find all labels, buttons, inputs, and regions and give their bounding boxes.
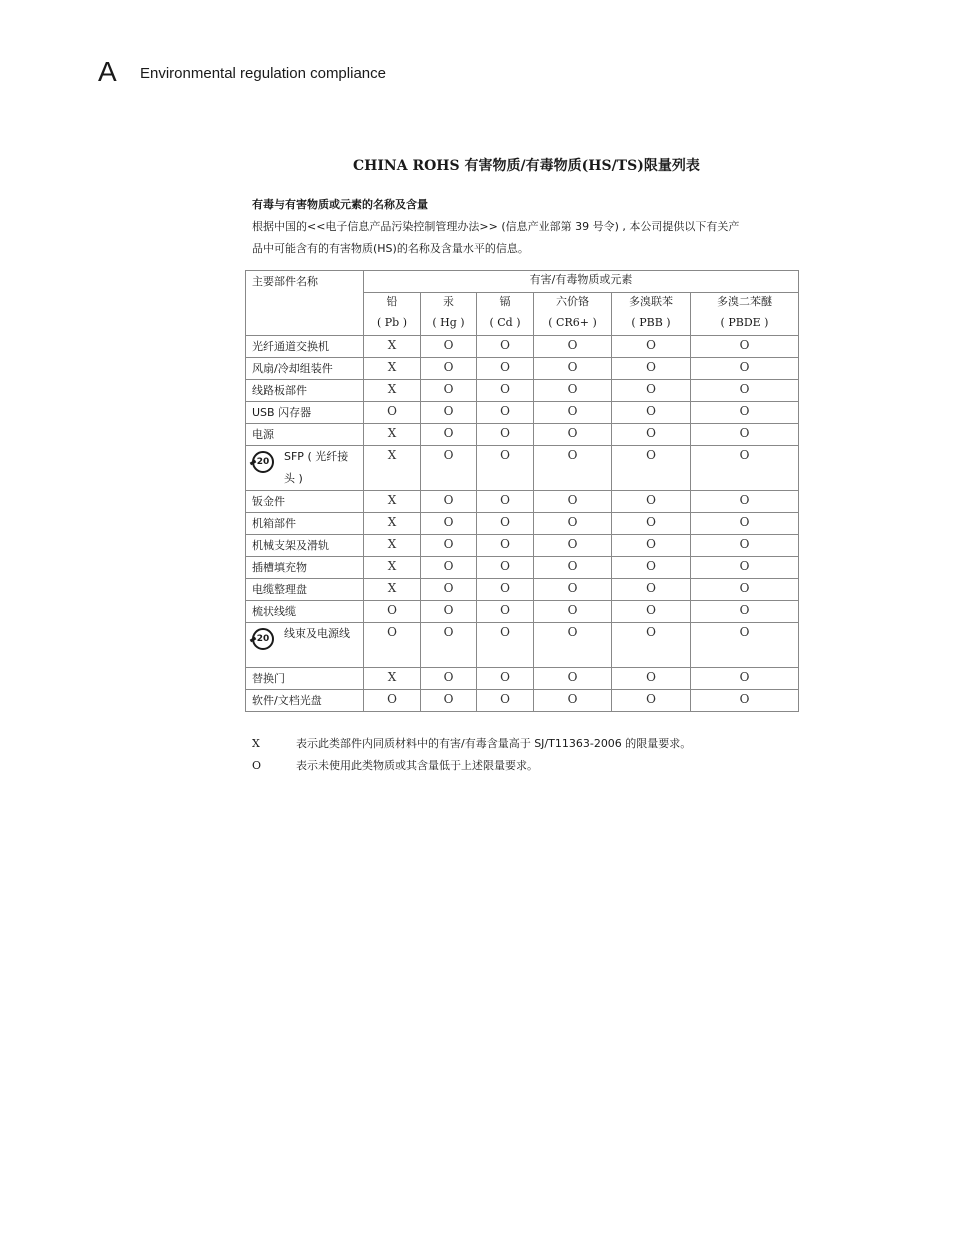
substance-value-cell: O xyxy=(612,336,691,358)
substance-value-cell: O xyxy=(477,690,534,712)
substance-value-cell: O xyxy=(477,336,534,358)
substance-value-cell: O xyxy=(534,557,612,579)
part-name: 光纤通道交换机 xyxy=(246,336,364,358)
substance-name: 汞 xyxy=(421,293,477,315)
substance-value-cell: O xyxy=(612,513,691,535)
substance-value-cell: O xyxy=(612,380,691,402)
substance-value-cell: O xyxy=(421,380,477,402)
substance-value-cell: O xyxy=(612,557,691,579)
substance-value-cell: X xyxy=(364,535,421,557)
substance-value-cell: X xyxy=(364,424,421,446)
substance-value-cell: O xyxy=(691,557,799,579)
substance-value-cell: O xyxy=(691,336,799,358)
substance-value-cell: O xyxy=(421,623,477,668)
part-name: 电源 xyxy=(246,424,364,446)
legend-item xyxy=(252,755,691,777)
rohs-substance-table xyxy=(245,270,799,712)
substance-name: 六价铬 xyxy=(534,293,612,315)
substance-value-cell: O xyxy=(534,513,612,535)
substance-value-cell: O xyxy=(691,358,799,380)
substance-value-cell: O xyxy=(534,668,612,690)
legend-symbol: X xyxy=(252,737,260,750)
efup-period-label: 20 xyxy=(256,633,270,644)
substance-value-cell: O xyxy=(534,380,612,402)
substance-symbol: ( Hg ) xyxy=(421,314,477,336)
substance-name: 多溴联苯 xyxy=(612,293,691,315)
substance-value-cell: O xyxy=(421,446,477,491)
table-row xyxy=(246,491,799,513)
substance-value-cell: O xyxy=(612,623,691,668)
intro-text-line-2: 品中可能含有的有害物质(HS)的名称及含量水平的信息。 xyxy=(252,242,529,255)
legend-text: 表示未使用此类物质或其含量低于上述限量要求。 xyxy=(296,759,538,772)
part-name-with-logo xyxy=(252,623,363,667)
substance-value-cell: X xyxy=(364,491,421,513)
substance-name: 镉 xyxy=(477,293,534,315)
table-row xyxy=(246,601,799,623)
part-name: 梳状线缆 xyxy=(246,601,364,623)
substance-value-cell: O xyxy=(691,690,799,712)
substance-value-cell: O xyxy=(691,380,799,402)
substance-value-cell: O xyxy=(534,491,612,513)
substance-value-cell: O xyxy=(691,535,799,557)
substance-value-cell: O xyxy=(477,668,534,690)
intro-text-line-1: 根据中国的<<电子信息产品污染控制管理办法>> (信息产业部第 39 号令) , 本公司提供以下有关产 xyxy=(252,220,740,233)
substance-value-cell: O xyxy=(691,601,799,623)
legend xyxy=(252,733,691,777)
substance-value-cell: O xyxy=(421,557,477,579)
substance-value-cell: O xyxy=(477,402,534,424)
substance-value-cell: O xyxy=(477,513,534,535)
substance-symbol: ( Pb ) xyxy=(364,314,421,336)
substance-value-cell: X xyxy=(364,557,421,579)
part-name: 钣金件 xyxy=(246,491,364,513)
substance-value-cell: O xyxy=(534,336,612,358)
substance-value-cell: X xyxy=(364,579,421,601)
substance-value-cell: O xyxy=(691,623,799,668)
substance-symbol: ( CR6+ ) xyxy=(534,314,612,336)
substance-value-cell: O xyxy=(534,601,612,623)
part-name-with-logo xyxy=(252,446,363,490)
intro-heading: 有毒与有害物质或元素的名称及含量 xyxy=(252,198,428,211)
substance-value-cell: O xyxy=(421,491,477,513)
substance-value-cell: X xyxy=(364,358,421,380)
substance-name: 铅 xyxy=(364,293,421,315)
part-name: 机械支架及滑轨 xyxy=(246,535,364,557)
substance-value-cell: O xyxy=(612,358,691,380)
part-name: SFP ( 光纤接头 ) xyxy=(284,450,349,485)
table-row xyxy=(246,690,799,712)
substance-value-cell: O xyxy=(534,579,612,601)
table-row xyxy=(246,380,799,402)
part-name: 线路板部件 xyxy=(246,380,364,402)
table-row xyxy=(246,424,799,446)
legend-item xyxy=(252,733,691,755)
table-body xyxy=(246,336,799,712)
substance-value-cell: X xyxy=(364,513,421,535)
part-name: 电缆整理盘 xyxy=(246,579,364,601)
part-name: 线束及电源线 xyxy=(284,627,350,640)
table-row xyxy=(246,623,799,668)
substance-value-cell: O xyxy=(477,557,534,579)
substance-value-cell: O xyxy=(534,358,612,380)
substance-value-cell: O xyxy=(612,446,691,491)
substance-value-cell: O xyxy=(364,690,421,712)
substance-value-cell: O xyxy=(421,601,477,623)
substance-value-cell: O xyxy=(534,402,612,424)
substance-value-cell: O xyxy=(421,513,477,535)
substance-value-cell: O xyxy=(691,446,799,491)
substance-value-cell: O xyxy=(421,424,477,446)
substance-value-cell: O xyxy=(612,668,691,690)
substance-value-cell: O xyxy=(691,668,799,690)
part-name: 风扇/冷却组装件 xyxy=(246,358,364,380)
table-row xyxy=(246,557,799,579)
substance-value-cell: O xyxy=(534,424,612,446)
substance-value-cell: O xyxy=(691,402,799,424)
substance-value-cell: O xyxy=(612,690,691,712)
legend-symbol: O xyxy=(252,759,262,772)
part-name-header: 主要部件名称 xyxy=(246,271,364,336)
intro-section xyxy=(252,194,797,260)
substance-value-cell: O xyxy=(477,623,534,668)
substance-value-cell: O xyxy=(477,446,534,491)
legend-text: 表示此类部件内同质材料中的有害/有毒含量高于 SJ/T11363-2006 的限量要求。 xyxy=(296,737,692,750)
table-row xyxy=(246,446,799,491)
substance-value-cell: X xyxy=(364,380,421,402)
substance-value-cell: O xyxy=(364,402,421,424)
substance-symbol: ( PBB ) xyxy=(612,314,691,336)
table-row xyxy=(246,513,799,535)
substance-value-cell: X xyxy=(364,446,421,491)
substance-group-header: 有害/有毒物质或元素 xyxy=(364,271,799,293)
efup-20-icon xyxy=(252,628,274,650)
substance-value-cell: O xyxy=(534,446,612,491)
substance-symbol: ( PBDE ) xyxy=(691,314,799,336)
substance-value-cell: O xyxy=(691,424,799,446)
table-row xyxy=(246,402,799,424)
substance-value-cell: O xyxy=(534,535,612,557)
part-name: 机箱部件 xyxy=(246,513,364,535)
substance-value-cell: O xyxy=(421,402,477,424)
substance-value-cell: O xyxy=(477,491,534,513)
rohs-table-title: CHINA ROHS 有害物质/有毒物质(HS/TS)限量列表 xyxy=(353,158,700,174)
substance-value-cell: O xyxy=(691,579,799,601)
substance-value-cell: O xyxy=(421,579,477,601)
substance-value-cell: O xyxy=(421,535,477,557)
substance-value-cell: O xyxy=(612,491,691,513)
substance-value-cell: X xyxy=(364,668,421,690)
substance-value-cell: O xyxy=(477,601,534,623)
substance-value-cell: O xyxy=(477,535,534,557)
substance-value-cell: O xyxy=(477,358,534,380)
substance-value-cell: O xyxy=(612,601,691,623)
substance-value-cell: O xyxy=(364,623,421,668)
substance-value-cell: O xyxy=(477,380,534,402)
table-row xyxy=(246,336,799,358)
substance-value-cell: O xyxy=(421,690,477,712)
substance-value-cell: O xyxy=(612,402,691,424)
substance-value-cell: O xyxy=(421,668,477,690)
substance-name: 多溴二苯醚 xyxy=(691,293,799,315)
substance-value-cell: O xyxy=(477,424,534,446)
substance-value-cell: O xyxy=(421,336,477,358)
substance-value-cell: O xyxy=(691,491,799,513)
part-name-cell xyxy=(246,623,364,668)
substance-value-cell: O xyxy=(691,513,799,535)
part-name-cell xyxy=(246,446,364,491)
table-row xyxy=(246,535,799,557)
part-name: 软件/文档光盘 xyxy=(246,690,364,712)
substance-value-cell: X xyxy=(364,336,421,358)
efup-period-label: 20 xyxy=(256,456,270,467)
substance-value-cell: O xyxy=(612,535,691,557)
part-name: USB 闪存器 xyxy=(246,402,364,424)
substance-value-cell: O xyxy=(364,601,421,623)
substance-value-cell: O xyxy=(612,579,691,601)
substance-value-cell: O xyxy=(534,690,612,712)
part-name: 插槽填充物 xyxy=(246,557,364,579)
efup-20-icon xyxy=(252,451,274,473)
substance-value-cell: O xyxy=(612,424,691,446)
table-row xyxy=(246,358,799,380)
substance-value-cell: O xyxy=(534,623,612,668)
chapter-letter: A xyxy=(98,56,117,87)
page-header-title: Environmental regulation compliance xyxy=(140,65,386,82)
table-row xyxy=(246,579,799,601)
part-name: 替换门 xyxy=(246,668,364,690)
substance-value-cell: O xyxy=(477,579,534,601)
table-row xyxy=(246,668,799,690)
substance-symbol: ( Cd ) xyxy=(477,314,534,336)
substance-value-cell: O xyxy=(421,358,477,380)
